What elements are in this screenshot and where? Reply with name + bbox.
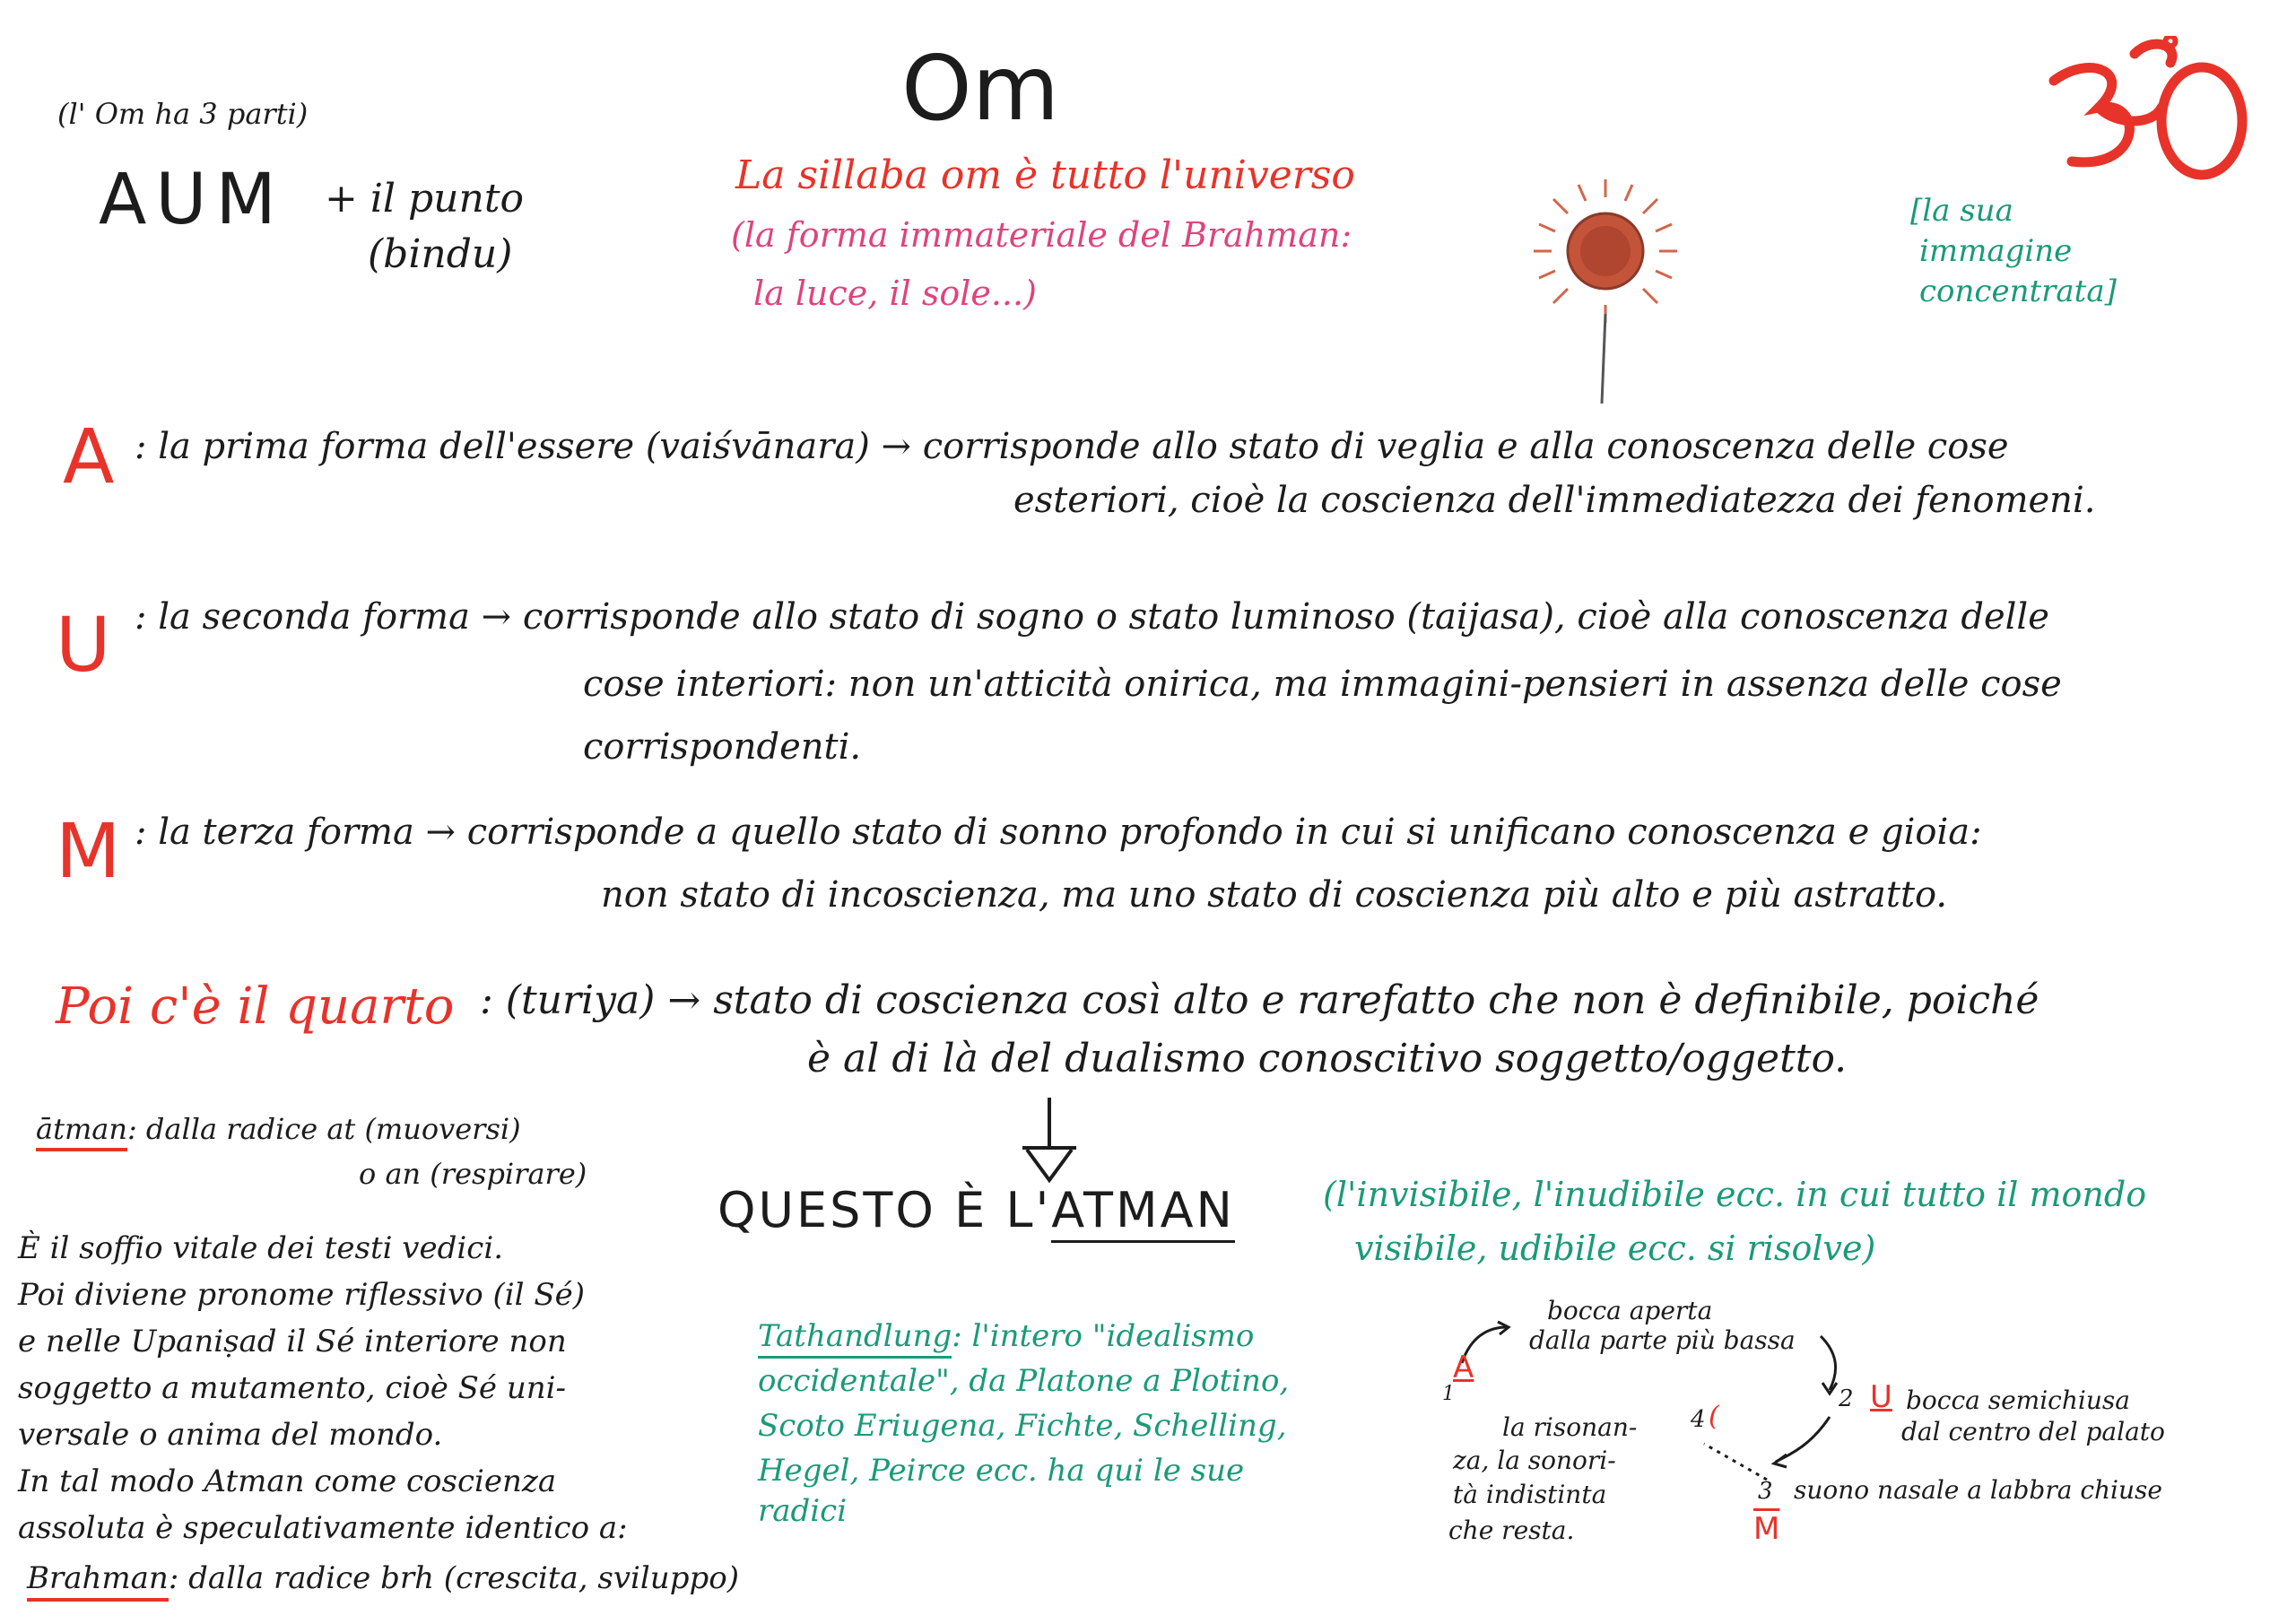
diagram-bindu-note-1: la risonan- <box>1502 1412 1638 1442</box>
down-arrow-icon <box>1018 1094 1081 1184</box>
tathandlung-line-1 <box>758 1318 1254 1354</box>
diagram-u-note-2: dal centro del palato <box>1901 1417 2165 1446</box>
diagram-m-note: suono nasale a labbra chiuse <box>1794 1475 2162 1505</box>
atman-note-2: visibile, udibile ecc. si risolve) <box>1354 1229 1876 1268</box>
etymology-body-7: assoluta è speculativamente identico a: <box>18 1510 628 1546</box>
diagram-bindu-note-2: za, la sonori- <box>1453 1446 1616 1475</box>
etymology-body-1: È il soffio vitale dei testi vedici. <box>18 1230 503 1266</box>
state-a-line-1: : la prima forma dell'essere (vaiśvānara) → corrisponde allo stato di veglia e alla conoscenza delle cose <box>135 426 2009 467</box>
atman-word: ātman <box>36 1112 127 1151</box>
tathandlung-line-4: Hegel, Peirce ecc. ha qui le sue <box>758 1453 1245 1489</box>
quarto-line-2: è al di là del dualismo conoscitivo soggetto/oggetto. <box>807 1036 1848 1081</box>
etymology-body-3: e nelle Upaniṣad il Sé interiore non <box>18 1324 567 1359</box>
atman-def-2: o an (respirare) <box>359 1157 587 1191</box>
etymology-body-5: versale o anima del mondo. <box>18 1417 443 1453</box>
atman-note-1: (l'invisibile, l'inudibile ecc. in cui tutto il mondo <box>1323 1175 2147 1214</box>
diagram-bindu-mark: ( <box>1709 1401 1719 1432</box>
tathandlung-text-1: : l'intero "idealismo <box>952 1318 1255 1354</box>
sun-drawing <box>1525 179 1686 413</box>
atman-def-1: : dalla radice at (muoversi) <box>126 1112 521 1146</box>
state-a-line-2: esteriori, cioè la coscienza dell'immediatezza dei fenomeni. <box>1013 480 2096 521</box>
diagram-u-num: 2 <box>1839 1385 1854 1412</box>
diagram-a-label: A <box>1453 1350 1474 1385</box>
image-note-1: [la sua <box>1910 193 2013 229</box>
brahman-form-line-2: la luce, il sole...) <box>753 274 1037 313</box>
diagram-a-num: 1 <box>1442 1383 1455 1405</box>
diagram-bindu-note-3: tà indistinta <box>1453 1480 1607 1509</box>
diagram-u-label: U <box>1870 1379 1892 1415</box>
atman-heading <box>718 1182 1235 1238</box>
image-note-3: concentrata] <box>1919 274 2117 309</box>
tathandlung-word: Tathandlung <box>758 1318 952 1359</box>
aum-label: AUM <box>99 160 285 240</box>
quarto-line-1: : (turiya) → stato di coscienza così alto e rarefatto che non è definibile, poiché <box>480 977 2039 1023</box>
brahman-form-line-1: (la forma immateriale del Brahman: <box>731 215 1352 255</box>
diagram-a-note-1: bocca aperta <box>1547 1296 1713 1325</box>
tathandlung-line-2: occidentale", da Platone a Plotino, <box>758 1363 1290 1399</box>
etymology-body-4: soggetto a mutamento, cioè Sé uni- <box>18 1370 567 1406</box>
om-symbol-icon <box>2036 36 2260 188</box>
syllable-line: La sillaba om è tutto l'universo <box>735 152 1355 198</box>
state-m-line-2: non stato di incoscienza, ma uno stato di coscienza più alto e più astratto. <box>601 874 1948 916</box>
diagram-a-note-2: dalla parte più bassa <box>1529 1325 1796 1355</box>
tathandlung-line-5: radici <box>758 1493 848 1529</box>
etymology-body-6: In tal modo Atman come coscienza <box>18 1463 557 1499</box>
brahman-word: Brahman <box>27 1560 169 1602</box>
diagram-m-label: $\overline{M}$ <box>1753 1511 1780 1547</box>
letter-u: U <box>56 601 111 689</box>
atman-heading-prefix: QUESTO È L' <box>718 1182 1052 1238</box>
state-u-line-2: cose interiori: non un'atticità onirica, ma immagini-pensieri in assenza delle cose <box>583 664 2062 705</box>
state-m-line-1: : la terza forma → corrisponde a quello stato di sonno profondo in cui si unificano conoscenza e gioia: <box>135 812 1982 853</box>
state-u-line-3: corrispondenti. <box>583 726 862 768</box>
brahman-def: : dalla radice brh (crescita, sviluppo) <box>168 1560 739 1596</box>
diagram-bindu-num: 4 <box>1691 1406 1706 1433</box>
diagram-u-note-1: bocca semichiusa <box>1906 1385 2130 1415</box>
letter-a: A <box>63 413 115 500</box>
diagram-m-num: 3 <box>1758 1478 1773 1505</box>
etymology-body-2: Poi diviene pronome riflessivo (il Sé) <box>18 1277 586 1313</box>
page-title: Om <box>901 36 1060 141</box>
atman-etymology-line-1 <box>36 1112 521 1146</box>
om-parts-note: (l' Om ha 3 parti) <box>57 97 309 131</box>
atman-heading-word: ATMAN <box>1051 1182 1235 1243</box>
bindu-label: (bindu) <box>368 231 513 277</box>
quarto-label: Poi c'è il quarto <box>56 977 455 1036</box>
image-note-2: immagine <box>1919 233 2073 269</box>
brahman-etymology <box>27 1560 739 1596</box>
state-u-line-1: : la seconda forma → corrisponde allo stato di sogno o stato luminoso (taijasa), cioè alla conoscenza delle <box>135 596 2049 638</box>
tathandlung-line-3: Scoto Eriugena, Fichte, Schelling, <box>758 1408 1287 1444</box>
diagram-bindu-note-4: che resta. <box>1448 1515 1575 1545</box>
plus-punto: + il punto <box>325 176 524 221</box>
letter-m: M <box>56 807 121 895</box>
